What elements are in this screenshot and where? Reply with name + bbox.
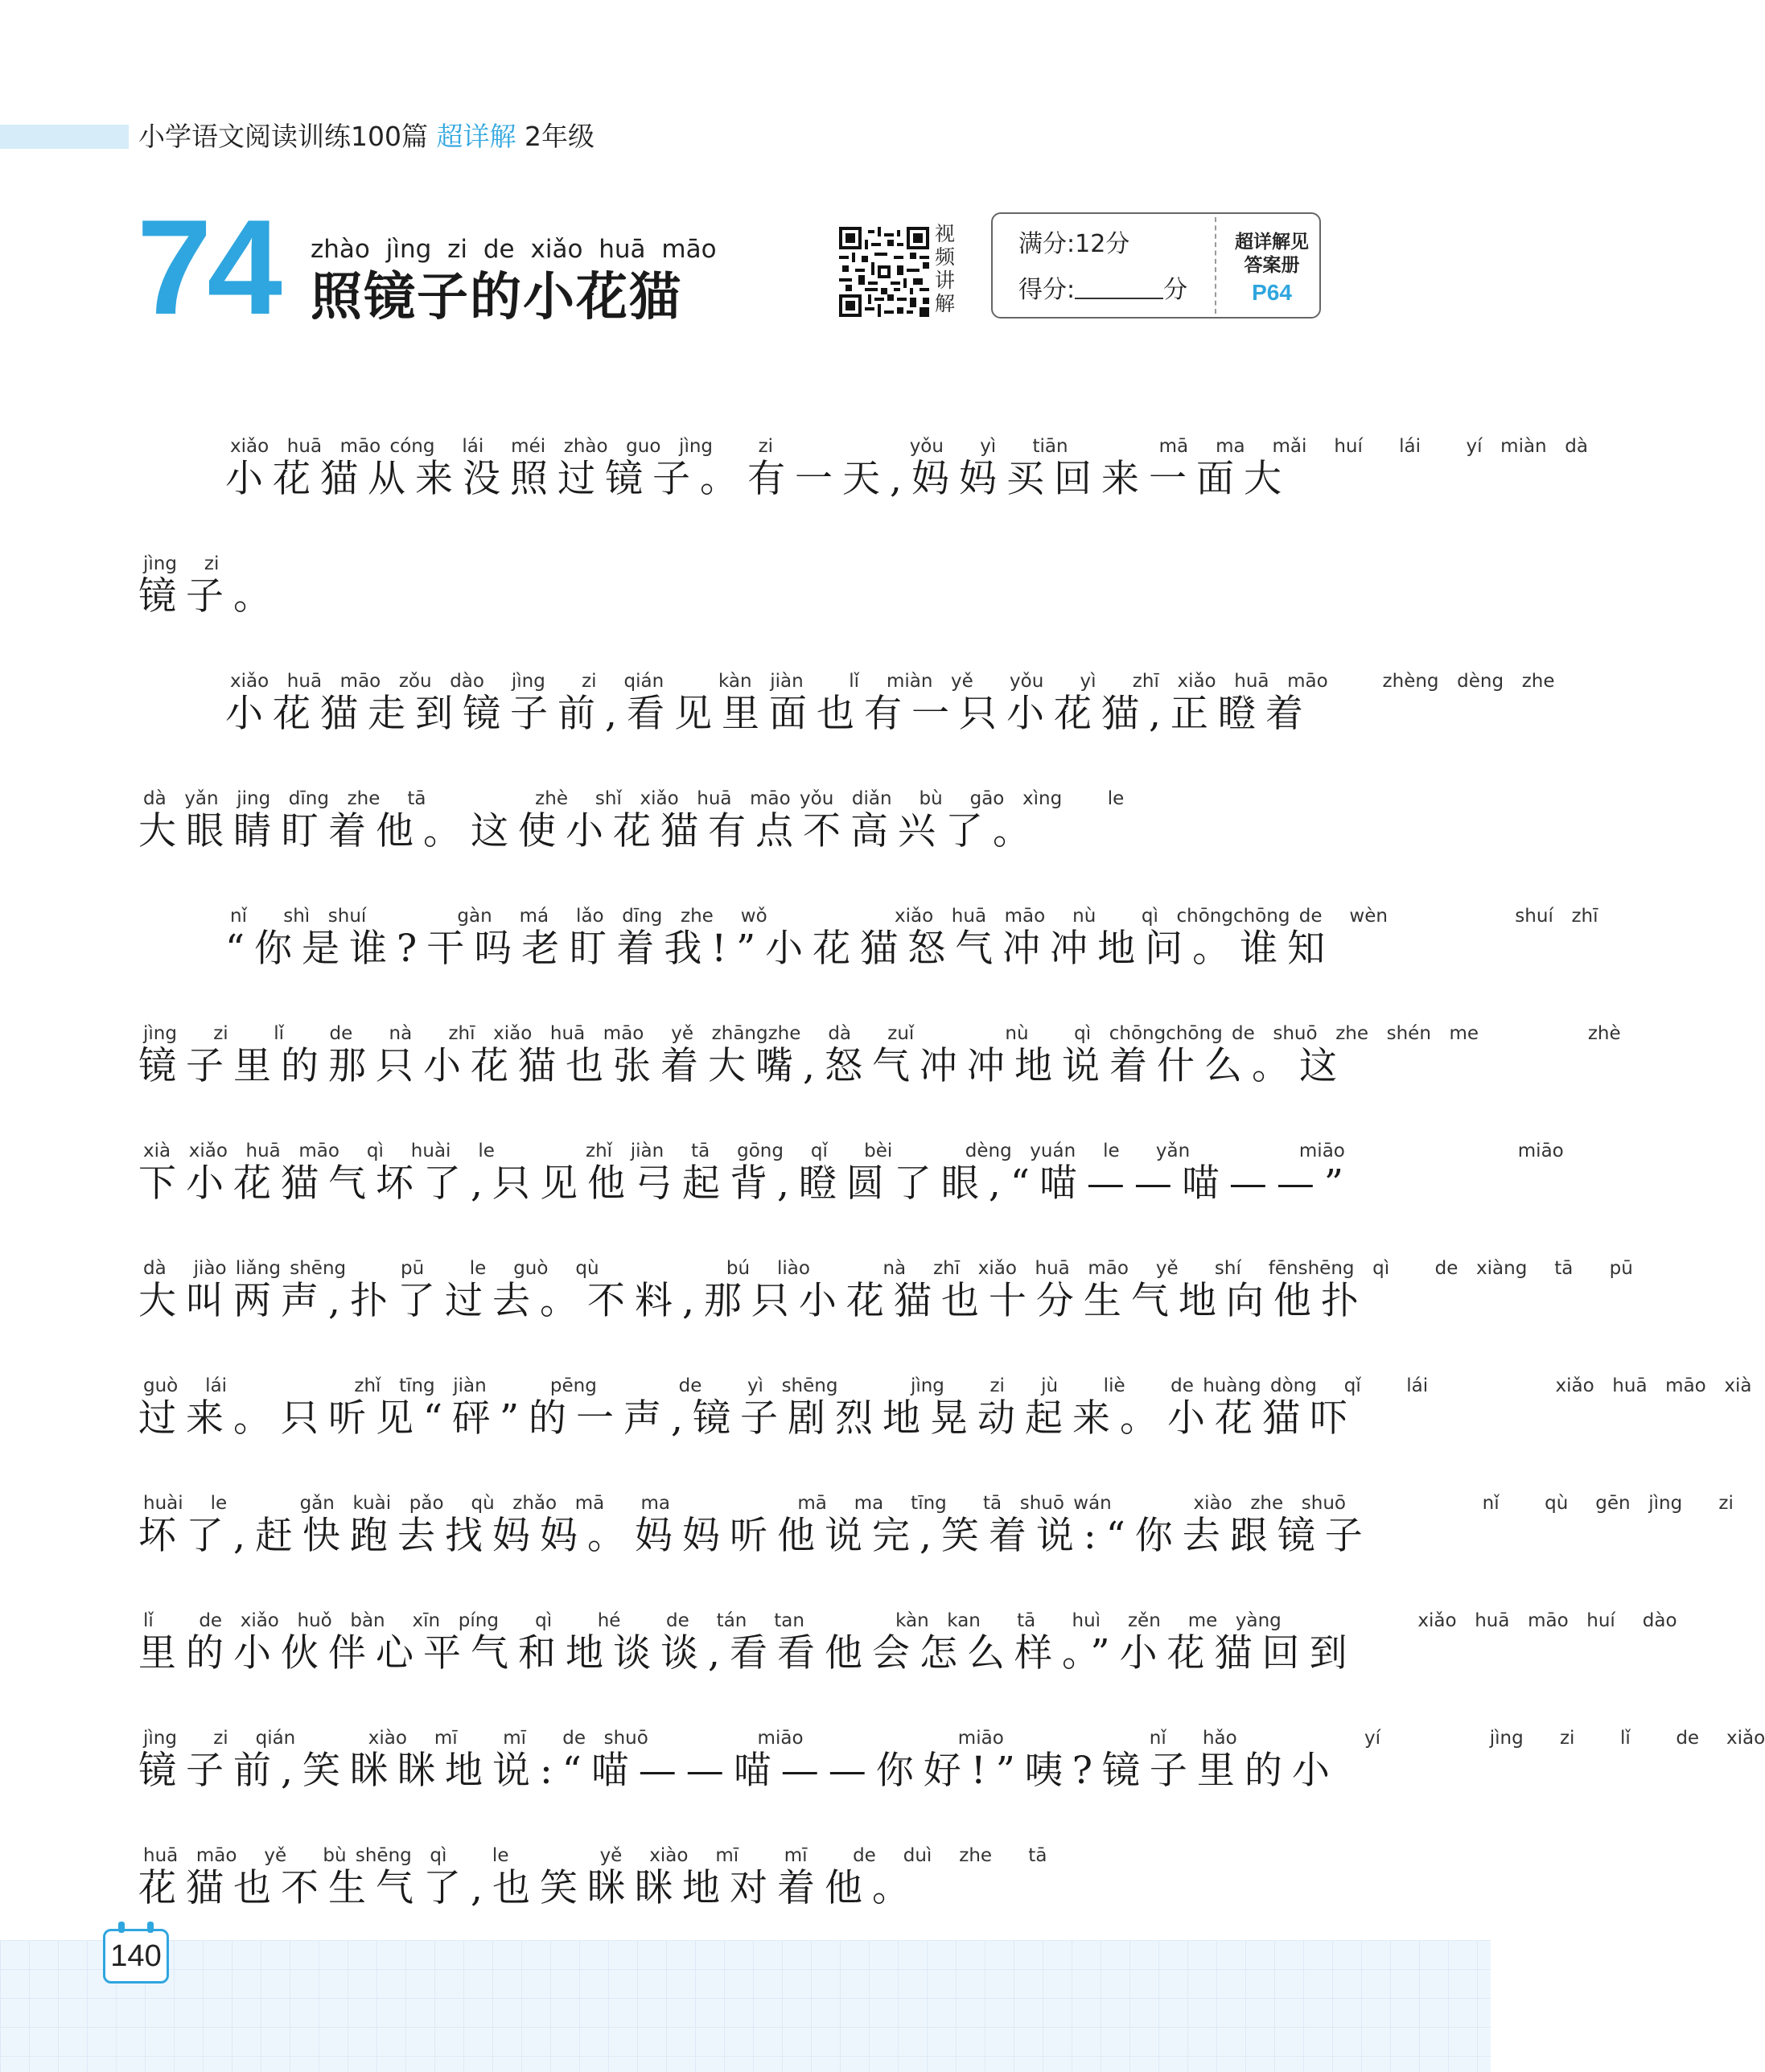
pinyin-row: guò lái zhǐ tīng jiàn pēng de yì shēng jìng zi jù liè de huàng dòng qǐ lái xiǎo huā māo xià [143, 1375, 1752, 1396]
header-accent-bar [0, 125, 129, 149]
hanzi-row: 大叫两声,扑了过去。不料,那只小花猫也十分生气地向他扑 [138, 1279, 1368, 1323]
text-line [225, 905, 1598, 971]
answer-page-ref: P64 [1252, 280, 1292, 305]
book-highlight: 超详解 [436, 121, 516, 152]
text-line [138, 1727, 1765, 1793]
text-line [138, 1610, 1677, 1675]
score-box-divider [1215, 217, 1216, 314]
hanzi-row: 镜子。 [138, 574, 281, 619]
lesson-title: 照镜子的小花猫 [311, 268, 682, 327]
full-score: 满分:12分 [1018, 230, 1130, 258]
text-line [138, 1492, 1734, 1558]
pinyin-row: xiǎo huā māo zǒu dào jìng zi qián kàn jiàn lǐ miàn yě yǒu yì zhī xiǎo huā māo zhèng dèng zhe [230, 671, 1555, 692]
pinyin-row: huā māo yě bù shēng qì le yě xiào mī mī de duì zhe tā [143, 1845, 1047, 1866]
pinyin-row: xià xiǎo huā māo qì huài le zhǐ jiàn tā gōng qǐ bèi dèng yuán le yǎn miāo miāo [143, 1141, 1564, 1161]
text-line [138, 1022, 1621, 1088]
pinyin-row: dà jiào liǎng shēng pū le guò qù bú liào nà zhī xiǎo huā māo yě shí fēnshēng qì de xiàng tā pū [143, 1258, 1633, 1279]
hanzi-row: 花猫也不生气了,也笑眯眯地对着他。 [138, 1866, 920, 1910]
book-title: 小学语文阅读训练100篇 [138, 121, 428, 152]
pinyin-row: jìng zi lǐ de nà zhī xiǎo huā māo yě zhāngzhe dà zuǐ nù qì chōngchōng de shuō zhe shén me zhè [143, 1023, 1621, 1044]
answer-ref-line1: 超详解见 [1235, 232, 1309, 253]
page-number: 140 [110, 1939, 162, 1973]
hanzi-row: 下小花猫气坏了,只见他弓起背,瞪圆了眼,“喵——喵——” [138, 1161, 1353, 1206]
score-obtained-label: 得分: [1018, 276, 1076, 304]
footer-grid [0, 1940, 1491, 2072]
pinyin-row: dà yǎn jing dīng zhe tā zhè shǐ xiǎo huā māo yǒu diǎn bù gāo xìng le [143, 788, 1125, 809]
video-explanation-label: 视频讲解 [935, 222, 956, 315]
hanzi-row: 里的小伙伴心平气和地谈谈,看看他会怎么样。”小花猫回到 [138, 1631, 1357, 1675]
text-line [138, 1257, 1633, 1323]
pinyin-row: nǐ shì shuí gàn má lǎo dīng zhe wǒ xiǎo huā māo nù qì chōngchōng de wèn shuí zhī [230, 906, 1598, 927]
pinyin-row: lǐ de xiǎo huǒ bàn xīn píng qì hé de tán tan kàn kan tā huì zěn me yàng xiǎo huā māo huí dào [143, 1610, 1677, 1631]
answer-ref-line2: 答案册 [1244, 255, 1300, 276]
hanzi-row: 小花猫从来没照过镜子。有一天,妈妈买回来一面大 [225, 457, 1291, 501]
pinyin-row: huài le gǎn kuài pǎo qù zhǎo mā ma mā ma tīng tā shuō wán xiào zhe shuō nǐ qù gēn jìng zi [143, 1493, 1734, 1514]
text-line [225, 435, 1588, 501]
pinyin-row: jìng zi qián xiào mī mī de shuō miāo miāo nǐ hǎo yí jìng zi lǐ de xiǎo [143, 1728, 1765, 1749]
score-blank[interactable] [1075, 277, 1163, 299]
hanzi-row: 小花猫走到镜子前,看见里面也有一只小花猫,正瞪着 [225, 692, 1313, 736]
book-header [138, 121, 595, 153]
text-line [138, 553, 1329, 619]
text-line [138, 787, 1329, 853]
pinyin-row: xiǎo huā māo cóng lái méi zhào guo jìng zi yǒu yì tiān mā ma mǎi huí lái yí miàn dà [230, 436, 1588, 457]
hanzi-row: 过来。只听见“砰”的一声,镜子剧烈地晃动起来。小花猫吓 [138, 1396, 1357, 1441]
hanzi-row: 镜子里的那只小花猫也张着大嘴,怒气冲冲地说着什么。这 [138, 1044, 1347, 1088]
hanzi-row: 坏了,赶快跑去找妈妈。妈妈听他说完,笑着说:“你去跟镜子 [138, 1514, 1372, 1558]
hanzi-row: 大眼睛盯着他。这使小花猫有点不高兴了。 [138, 809, 1040, 853]
score-unit: 分 [1163, 276, 1188, 304]
lesson-number: 74 [137, 191, 278, 343]
lesson-title-pinyin: zhào jìng zi de xiǎo huā māo [311, 235, 717, 264]
book-grade: 2年级 [525, 121, 595, 152]
hanzi-row: 镜子前,笑眯眯地说:“喵——喵——你好!”咦?镜子里的小 [138, 1749, 1339, 1793]
pinyin-row: jìng zi [143, 553, 220, 574]
score-obtained [1018, 276, 1187, 305]
text-line [138, 1140, 1564, 1206]
text-line [225, 670, 1555, 736]
qr-code-icon[interactable] [839, 227, 929, 317]
hanzi-row: “你是谁?干吗老盯着我!”小花猫怒气冲冲地问。谁知 [225, 927, 1335, 971]
text-line [138, 1375, 1752, 1441]
calendar-ring-icon [147, 1922, 154, 1933]
calendar-ring-icon [118, 1922, 125, 1933]
text-line [138, 1844, 1329, 1910]
